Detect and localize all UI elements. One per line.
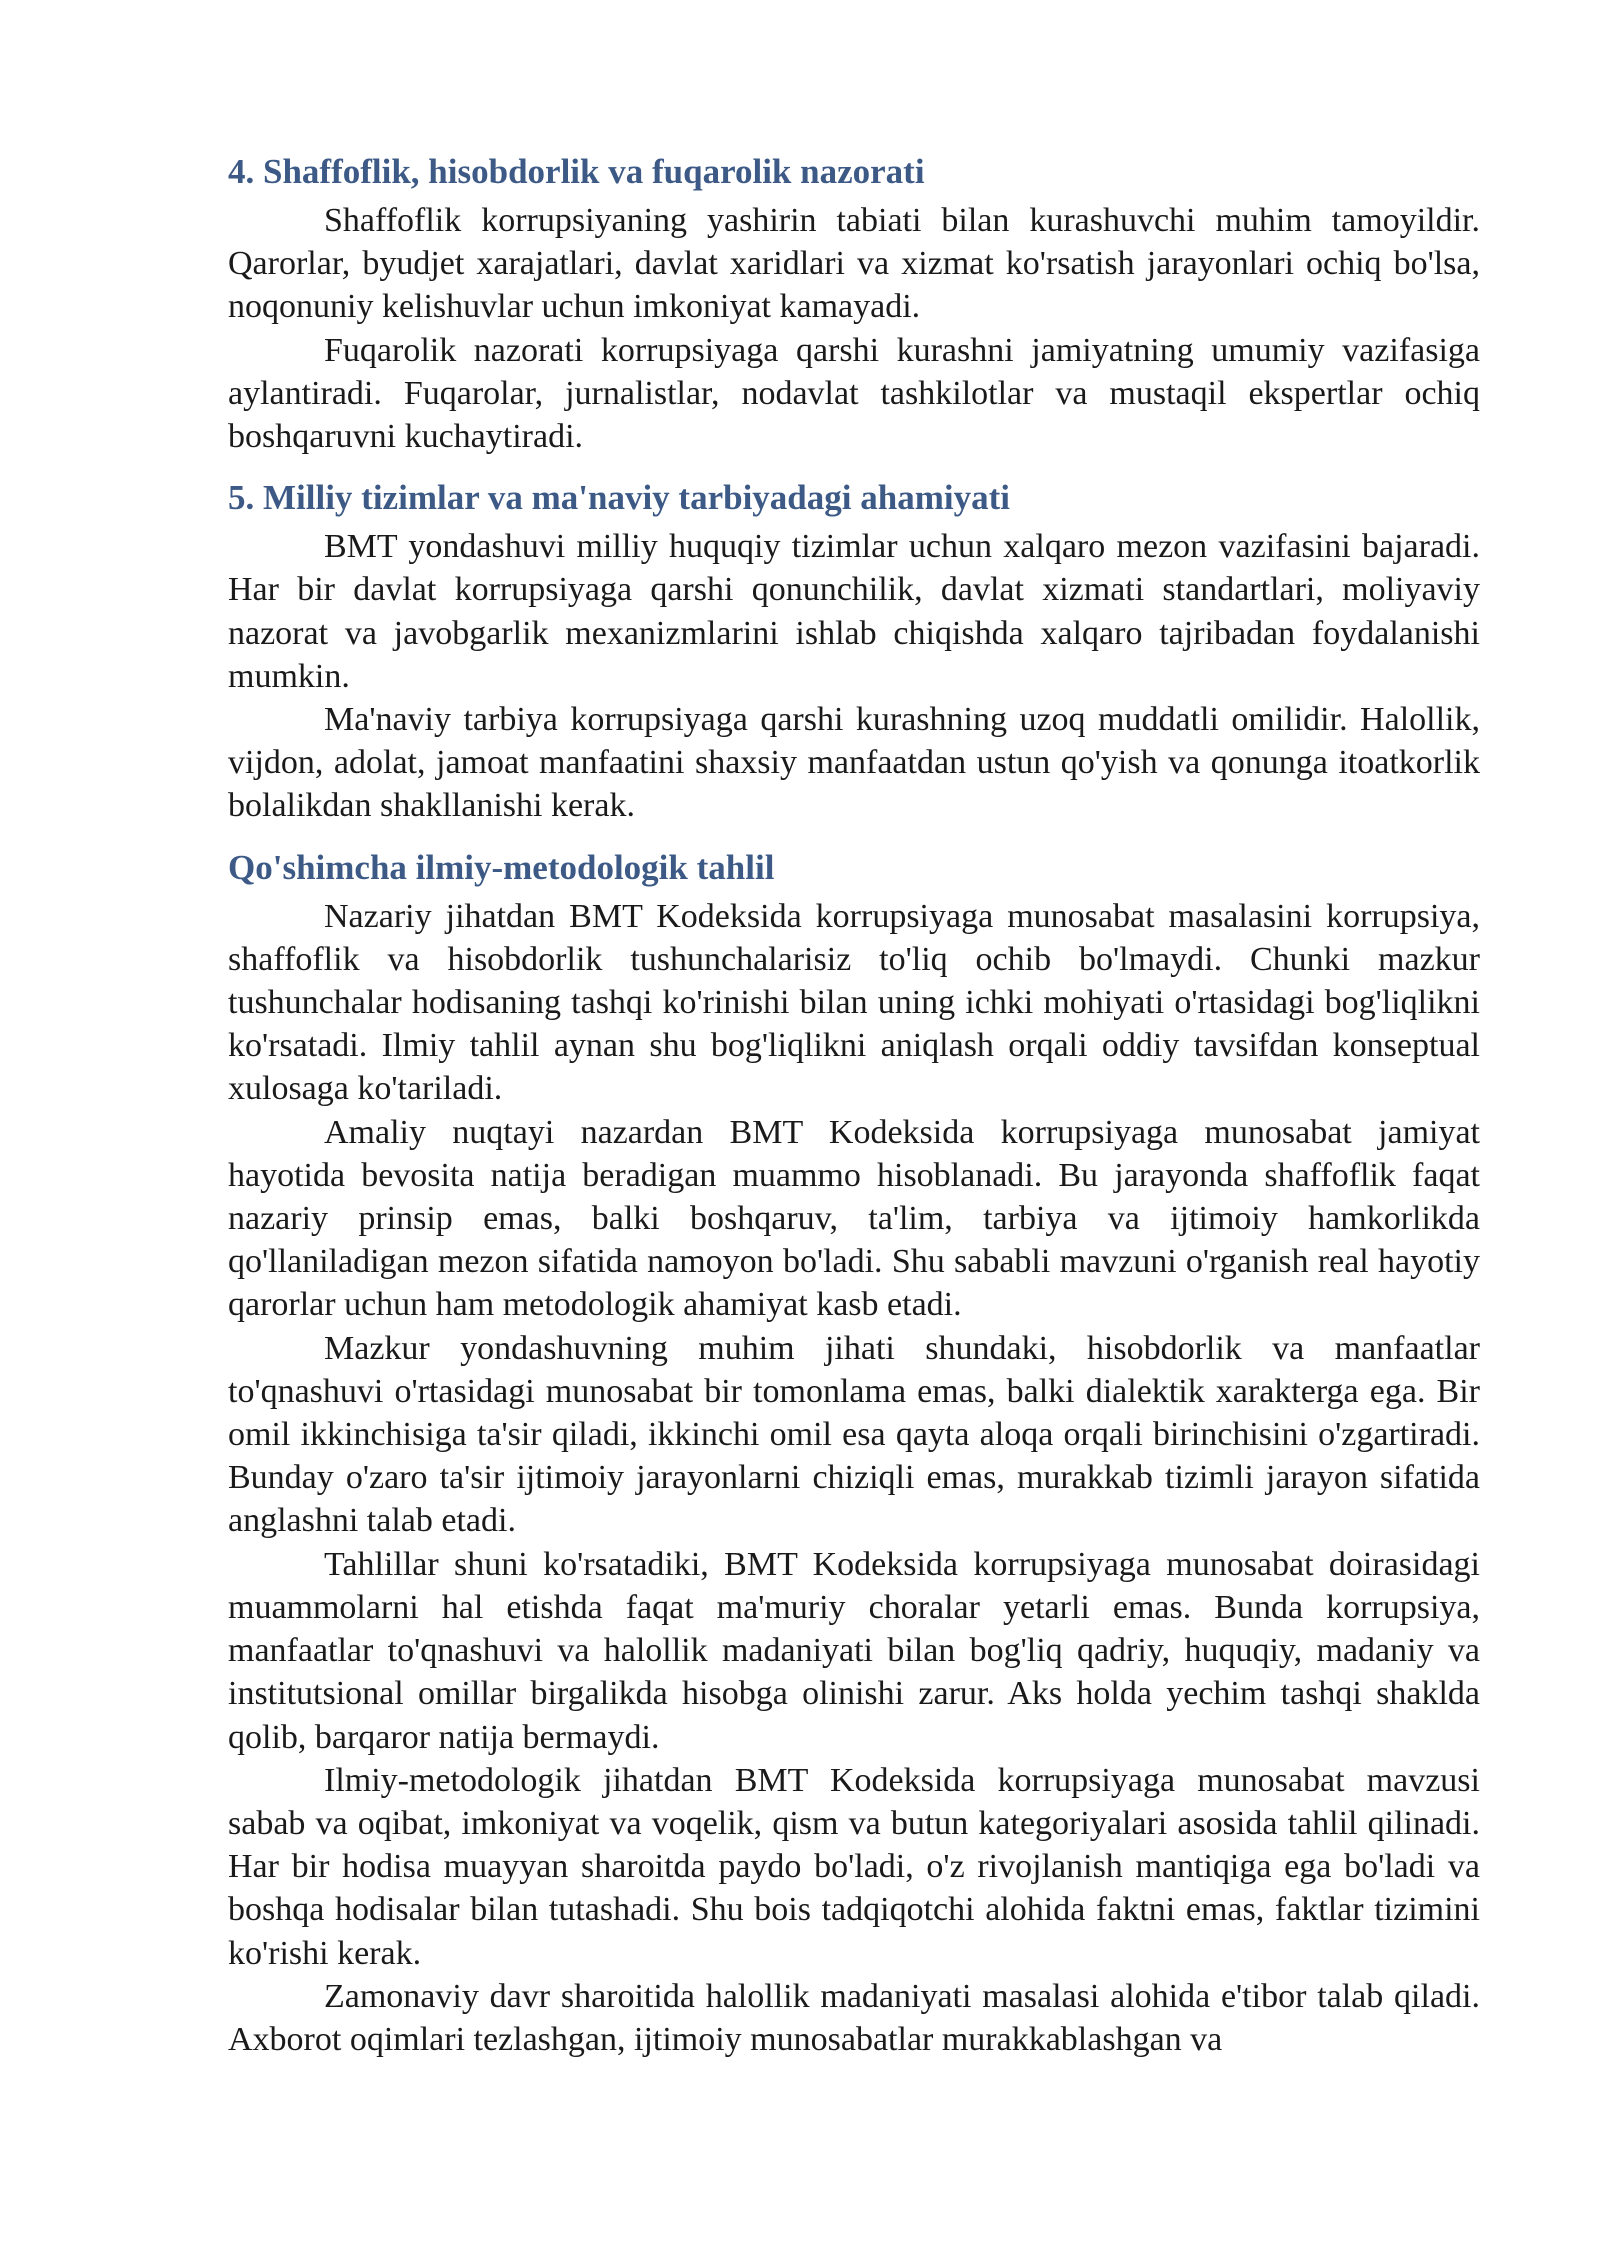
section-heading: 5. Milliy tizimlar va ma'naviy tarbiyadagi ahamiyati xyxy=(228,478,1010,518)
paragraph: Amaliy nuqtayi nazardan BMT Kodeksida korrupsiyaga munosabat jamiyat hayotida bevosita natija beradigan muammo hisoblanadi. Bu jarayonda shaffoflik faqat nazariy prinsip emas, balki boshqaruv, ta'lim, tarbiya va ijtimoiy hamkorlikda qo'llaniladigan mezon sifatida namoyon bo'ladi. Shu sababli mavzuni o'rganish real hayotiy qarorlar uchun ham metodologik ahamiyat kasb etadi. xyxy=(228,1113,1480,1324)
paragraph: Ilmiy-metodologik jihatdan BMT Kodeksida korrupsiyaga munosabat mavzusi sabab va oqibat, imkoniyat va voqelik, qism va butun kategoriyalari asosida tahlil qilinadi. Har bir hodisa muayyan sharoitda paydo bo'ladi, o'z rivojlanish mantiqiga ega bo'ladi va boshqa hodisalar bilan tutashadi. Shu bois tadqiqotchi alohida faktni emas, faktlar tizimini ko'rishi kerak. xyxy=(228,1761,1480,1972)
paragraph: Mazkur yondashuvning muhim jihati shundaki, hisobdorlik va manfaatlar to'qnashuvi o'rtasidagi munosabat bir tomonlama emas, balki dialektik xarakterga ega. Bir omil ikkinchisiga ta'sir qiladi, ikkinchi omil esa qayta aloqa orqali birinchisini o'zgartiradi. Bunday o'zaro ta'sir ijtimoiy jarayonlarni chiziqli emas, murakkab tizimli jarayon sifatida anglashni talab etadi. xyxy=(228,1329,1480,1540)
paragraph: Nazariy jihatdan BMT Kodeksida korrupsiyaga munosabat masalasini korrupsiya, shaffoflik va hisobdorlik tushunchalarisiz to'liq ochib bo'lmaydi. Chunki mazkur tushunchalar hodisaning tashqi ko'rinishi bilan uning ichki mohiyati o'rtasidagi bog'liqlikni ko'rsatadi. Ilmiy tahlil aynan shu bog'liqlikni aniqlash orqali oddiy tavsifdan konseptual xulosaga ko'tariladi. xyxy=(228,897,1480,1108)
section-heading: Qo'shimcha ilmiy-metodologik tahlil xyxy=(228,847,775,887)
paragraph: Tahlillar shuni ko'rsatadiki, BMT Kodeksida korrupsiyaga munosabat doirasidagi muammolarni hal etishda faqat ma'muriy choralar yetarli emas. Bunda korrupsiya, manfaatlar to'qnashuvi va halollik madaniyati bilan bog'liq qadriy, huquqiy, madaniy va institutsional omillar birgalikda hisobga olinishi zarur. Aks holda yechim tashqi shaklda qolib, barqaror natija bermaydi. xyxy=(228,1545,1480,1756)
paragraph: Shaffoflik korrupsiyaning yashirin tabiati bilan kurashuvchi muhim tamoyildir. Qarorlar, byudjet xarajatlari, davlat xaridlari va xizmat ko'rsatish jarayonlari ochiq bo'lsa, noqonuniy kelishuvlar uchun imkoniyat kamayadi. xyxy=(228,202,1480,326)
paragraph: Fuqarolik nazorati korrupsiyaga qarshi kurashni jamiyatning umumiy vazifasiga aylantiradi. Fuqarolar, jurnalistlar, nodavlat tashkilotlar va mustaqil ekspertlar ochiq boshqaruvni kuchaytiradi. xyxy=(228,331,1480,456)
section-transparency xyxy=(228,150,1480,458)
paragraph: BMT yondashuvi milliy huquqiy tizimlar uchun xalqaro mezon vazifasini bajaradi. Har bir davlat korrupsiyaga qarshi qonunchilik, davlat xizmati standartlari, moliyaviy nazorat va javobgarlik mexanizmlarini ishlab chiqishda xalqaro tajribadan foydalanishi mumkin. xyxy=(228,528,1480,695)
section-methodological-analysis xyxy=(228,846,1480,2061)
paragraph: Zamonaviy davr sharoitida halollik madaniyati masalasi alohida e'tibor talab qiladi. Axborot oqimlari tezlashgan, ijtimoiy munosabatlar murakkablashgan va xyxy=(228,1977,1480,2058)
paragraph: Ma'naviy tarbiya korrupsiyaga qarshi kurashning uzoq muddatli omilidir. Halollik, vijdon, adolat, jamoat manfaatini shaxsiy manfaatdan ustun qo'yish va qonunga itoatkorlik bolalikdan shakllanishi kerak. xyxy=(228,701,1480,825)
document-page xyxy=(228,150,1480,2079)
section-national-systems xyxy=(228,476,1480,827)
section-heading: 4. Shaffoflik, hisobdorlik va fuqarolik nazorati xyxy=(228,152,925,191)
